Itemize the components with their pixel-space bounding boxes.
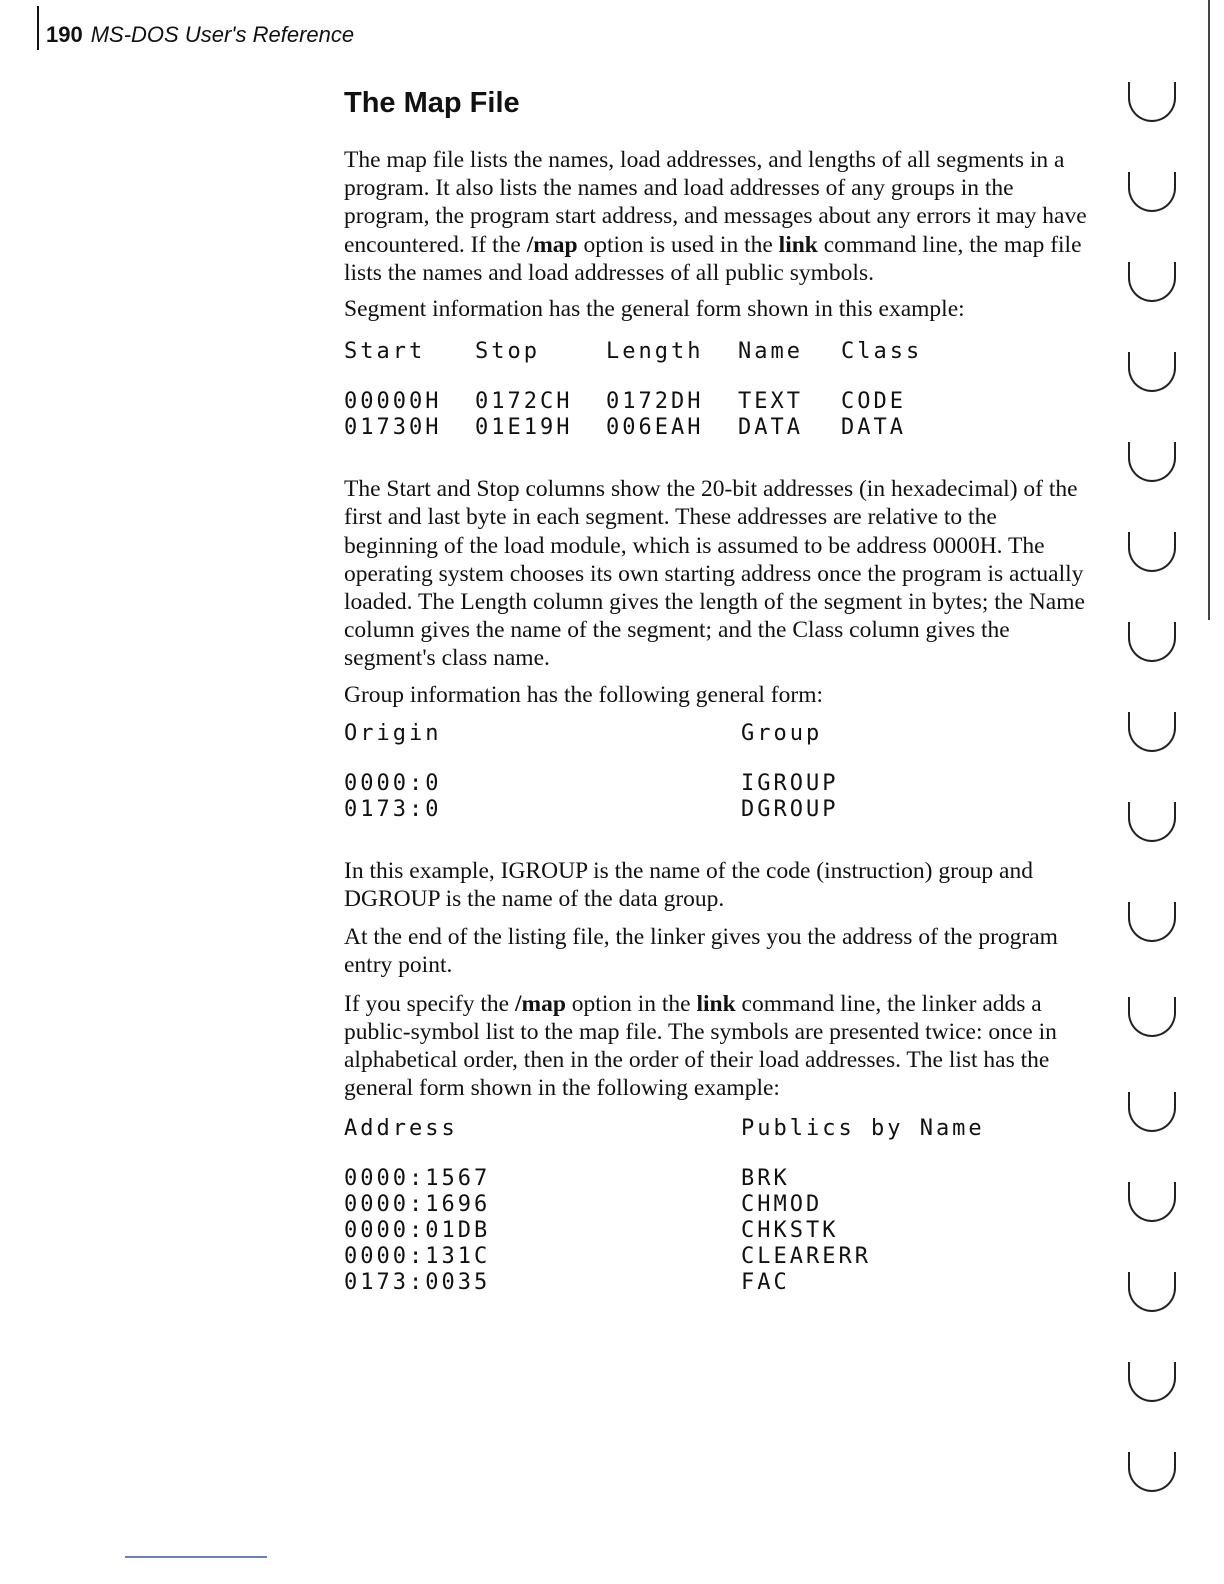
table-row	[344, 389, 1104, 415]
table-cell: 0173:0035	[344, 1270, 491, 1296]
table-cell: 0172CH	[475, 389, 573, 415]
table-cell: 01730H	[344, 415, 442, 441]
table-cell: CHMOD	[741, 1192, 823, 1218]
table-cell: DATA	[738, 415, 803, 441]
table-cell: 006EAH	[606, 415, 704, 441]
text-run: option is used in the	[577, 231, 779, 258]
table-cell: IGROUP	[741, 770, 839, 796]
table-cell: FAC	[741, 1270, 790, 1296]
segment-table	[344, 339, 1104, 441]
group-intro: Group information has the following general form:	[344, 681, 824, 708]
page-edge-rule	[1208, 0, 1210, 620]
binding-hole-icon	[1128, 352, 1176, 392]
table-cell: BRK	[741, 1166, 790, 1192]
table-cell: 00000H	[344, 389, 442, 415]
page-number: 190	[46, 22, 83, 47]
binding-hole-icon	[1128, 802, 1176, 842]
table-cell: DATA	[841, 415, 906, 441]
table-cell: 0000:131C	[344, 1244, 491, 1270]
columns-paragraph: The Start and Stop columns show the 20-bit addresses (in hexadecimal) of the first and last byte in each segment. These addresses are relative to the beginning of the load module, which is assumed to be address 0000H. The operating system chooses its own starting address once the program is actually loaded. The Length column gives the length of the segment in bytes; the Name column gives the name of the segment; and the Class column gives the segment's class name.	[344, 476, 1085, 672]
link-command: link	[696, 990, 736, 1017]
table-row	[344, 415, 1104, 441]
table-cell: CODE	[841, 389, 906, 415]
column-header-address: Address	[344, 1116, 458, 1142]
column-header-origin: Origin	[344, 720, 442, 746]
entry-point-paragraph: At the end of the listing file, the linker gives you the address of the program entry point.	[344, 924, 1058, 979]
table-row	[344, 1244, 1104, 1270]
column-header-name: Name	[738, 339, 803, 365]
binding-hole-icon	[1128, 172, 1176, 212]
segment-intro: Segment information has the general form shown in this example:	[344, 296, 965, 323]
binding-holes	[1124, 72, 1184, 1512]
page-content	[344, 84, 1104, 1296]
binding-hole-icon	[1128, 82, 1176, 122]
binding-hole-icon	[1128, 1092, 1176, 1132]
column-header-stop: Stop	[475, 339, 540, 365]
table-cell: 0000:0	[344, 770, 442, 796]
running-title: MS-DOS User's Reference	[90, 22, 355, 47]
text-run: option in the	[565, 990, 697, 1017]
table-cell: 0173:0	[344, 796, 442, 822]
group-table	[344, 721, 1104, 823]
text-run: command line, the map file lists the names and load addresses of all public symbols.	[344, 231, 1082, 286]
binding-hole-icon	[1128, 262, 1176, 302]
group-header-row	[344, 721, 1104, 747]
text-run: The map file lists the names, load addresses, and lengths of all segments in a program. It also lists the names and load addresses of any groups in the program, the program start address, and messages about any errors it may have encountered. If the	[344, 147, 1087, 258]
map-option: /map	[514, 990, 566, 1017]
binding-hole-icon	[1128, 902, 1176, 942]
map-option: /map	[526, 231, 578, 258]
column-header-group: Group	[741, 720, 823, 746]
table-row	[344, 1192, 1104, 1218]
binding-hole-icon	[1128, 532, 1176, 572]
public-symbols-paragraph	[344, 990, 1094, 1103]
table-row	[344, 1270, 1104, 1296]
table-row	[344, 771, 1104, 797]
binding-hole-icon	[1128, 1362, 1176, 1402]
header-rule	[37, 6, 39, 50]
segment-header-row	[344, 339, 1104, 365]
table-cell: 0000:01DB	[344, 1218, 491, 1244]
group-paragraph: In this example, IGROUP is the name of the code (instruction) group and DGROUP is the name of the data group.	[344, 857, 1033, 913]
binding-hole-icon	[1128, 1452, 1176, 1492]
binding-hole-icon	[1128, 1182, 1176, 1222]
table-cell: DGROUP	[741, 796, 839, 822]
text-run: If you specify the	[344, 990, 515, 1017]
table-cell: CLEARERR	[741, 1244, 871, 1270]
binding-hole-icon	[1128, 712, 1176, 752]
table-row	[344, 797, 1104, 823]
table-cell: 0000:1696	[344, 1192, 491, 1218]
table-cell: 0172DH	[606, 389, 704, 415]
table-cell: 01E19H	[475, 415, 573, 441]
table-row	[344, 1166, 1104, 1192]
public-header-row	[344, 1116, 1104, 1142]
table-row	[344, 1218, 1104, 1244]
binding-hole-icon	[1128, 1272, 1176, 1312]
text-run: command line, the linker adds a public-symbol list to the map file. The symbols are presented twice: once in alphabetical order, then in the order of their load addresses. The list has the general form shown in the following example:	[344, 990, 1057, 1102]
table-cell: 0000:1567	[344, 1166, 491, 1192]
intro-paragraph	[344, 146, 1094, 287]
link-command: link	[778, 231, 818, 258]
column-header-length: Length	[606, 339, 704, 365]
binding-hole-icon	[1128, 997, 1176, 1037]
column-header-class: Class	[841, 339, 923, 365]
table-cell: TEXT	[738, 389, 803, 415]
section-title: The Map File	[344, 87, 520, 119]
binding-hole-icon	[1128, 442, 1176, 482]
running-header	[46, 22, 354, 48]
binding-hole-icon	[1128, 622, 1176, 662]
public-symbols-table	[344, 1116, 1104, 1296]
footer-rule	[125, 1556, 267, 1558]
column-header-publics-by-name: Publics by Name	[741, 1116, 985, 1142]
column-header-start: Start	[344, 339, 426, 365]
table-cell: CHKSTK	[741, 1218, 839, 1244]
